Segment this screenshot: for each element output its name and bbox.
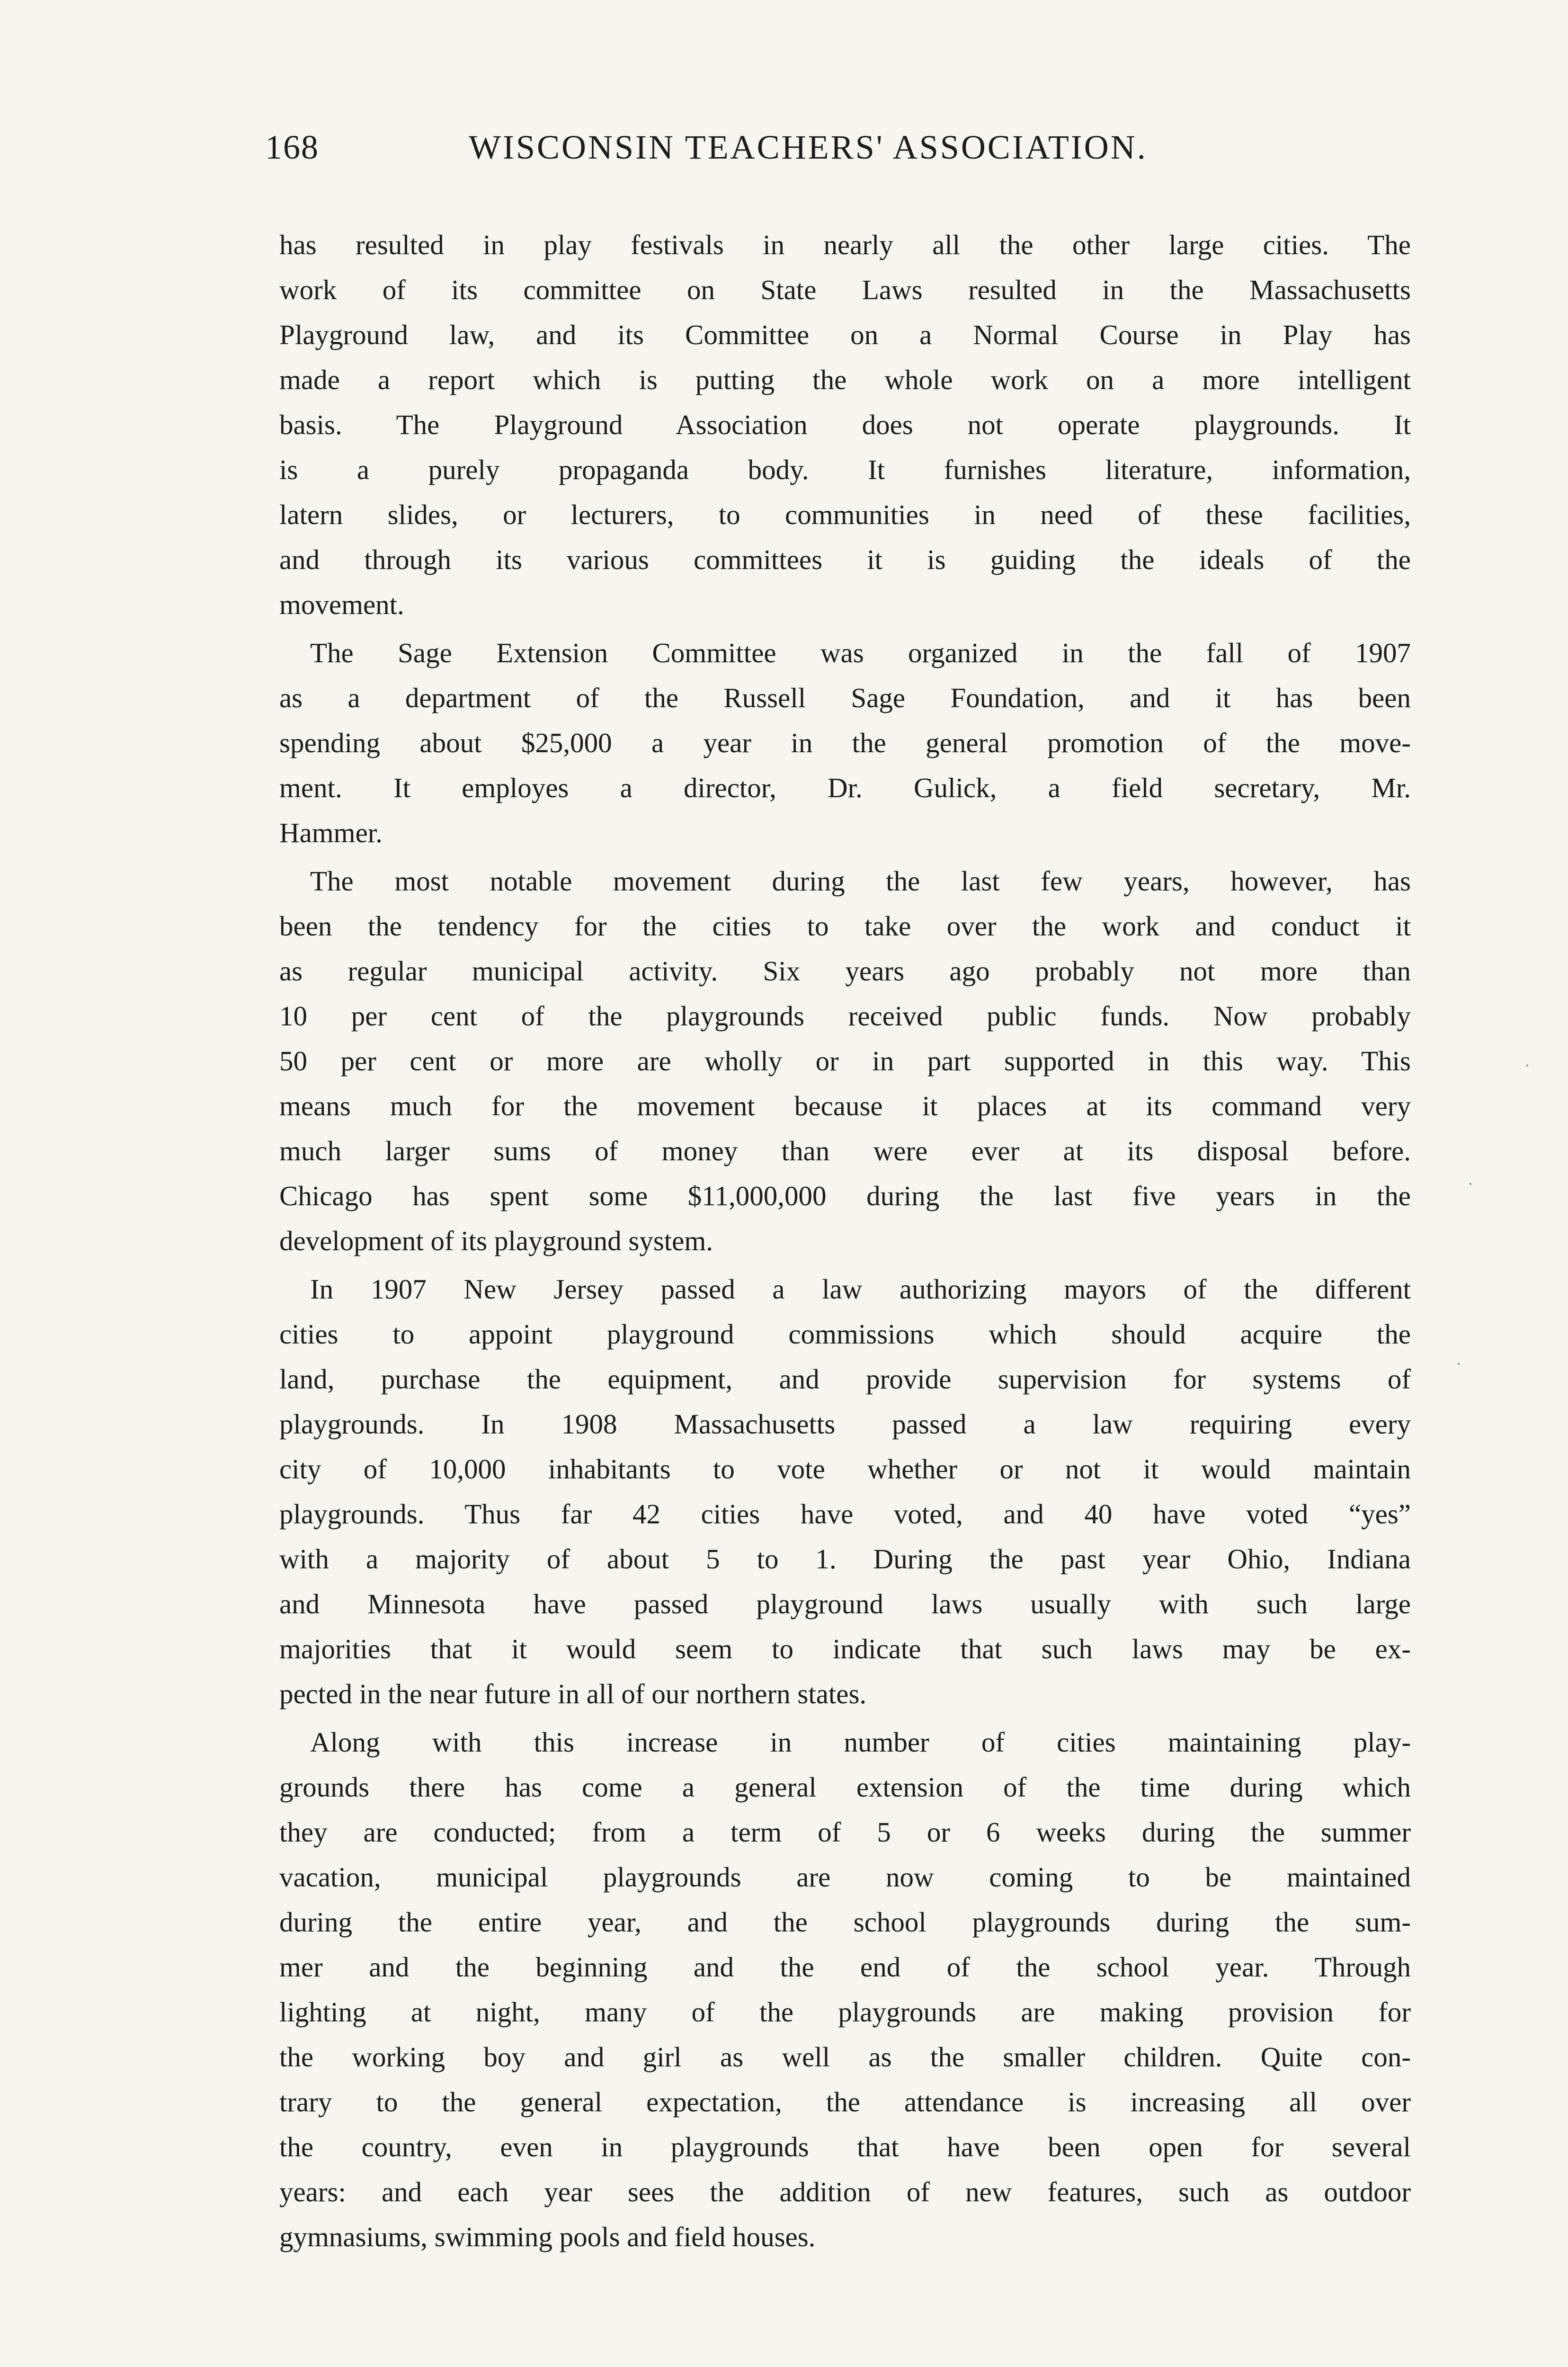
text-line: Along with this increase in number of cities maintaining play-	[310, 1726, 1411, 1758]
text-line: been the tendency for the cities to take over the work and conduct it	[279, 910, 1411, 942]
running-head	[265, 128, 1420, 180]
scan-speck: ·	[1456, 1354, 1461, 1373]
text-line: as regular municipal activity. Six years ago probably not more than	[279, 955, 1411, 987]
text-line: Playground law, and its Committee on a Normal Course in Play has	[279, 319, 1411, 350]
text-line: cities to appoint playground commissions which should acquire the	[279, 1318, 1411, 1350]
text-line: much larger sums of money than were ever at its disposal before.	[279, 1135, 1411, 1166]
text-line: with a majority of about 5 to 1. During the past year Ohio, Indiana	[279, 1543, 1411, 1575]
body-text	[279, 222, 1411, 2263]
text-line: development of its playground system.	[279, 1225, 713, 1256]
text-line: the country, even in playgrounds that have been open for several	[279, 2131, 1411, 2162]
text-line: majorities that it would seem to indicate that such laws may be ex-	[279, 1633, 1411, 1664]
running-title: WISCONSIN TEACHERS' ASSOCIATION.	[469, 128, 1148, 166]
paragraph-sage-committee	[279, 631, 1411, 855]
text-line: spending about $25,000 a year in the general promotion of the move-	[279, 727, 1411, 758]
text-line: The Sage Extension Committee was organized in the fall of 1907	[310, 637, 1411, 668]
text-line: The most notable movement during the last few years, however, has	[310, 865, 1411, 897]
text-line: playgrounds. In 1908 Massachusetts passed a law requiring every	[279, 1408, 1411, 1440]
text-line: 50 per cent or more are wholly or in part supported in this way. This	[279, 1045, 1411, 1077]
text-line: ment. It employes a director, Dr. Gulick, a field secretary, Mr.	[279, 772, 1411, 803]
text-line: and Minnesota have passed playground laws usually with such large	[279, 1588, 1411, 1620]
text-line: In 1907 New Jersey passed a law authorizing mayors of the different	[310, 1273, 1411, 1305]
text-line: lighting at night, many of the playgrounds are making provision for	[279, 1996, 1411, 2028]
text-line: playgrounds. Thus far 42 cities have voted, and 40 have voted “yes”	[279, 1498, 1411, 1530]
text-line: means much for the movement because it places at its command very	[279, 1090, 1411, 1121]
text-line: Hammer.	[279, 817, 383, 848]
text-line: years: and each year sees the addition of new features, such as outdoor	[279, 2176, 1411, 2207]
text-line: they are conducted; from a term of 5 or 6 weeks during the summer	[279, 1816, 1411, 1848]
text-line: land, purchase the equipment, and provide supervision for systems of	[279, 1363, 1411, 1395]
text-line: grounds there has come a general extension of the time during which	[279, 1771, 1411, 1803]
text-line: as a department of the Russell Sage Foundation, and it has been	[279, 682, 1411, 713]
page-number: 168	[265, 128, 319, 166]
paragraph-state-laws	[279, 1267, 1411, 1717]
paragraph-extension-of-time	[279, 1720, 1411, 2260]
paragraph-playground-association	[279, 222, 1411, 627]
text-line: trary to the general expectation, the attendance is increasing all over	[279, 2086, 1411, 2118]
text-line: during the entire year, and the school playgrounds during the sum-	[279, 1906, 1411, 1938]
text-line: and through its various committees it is guiding the ideals of the	[279, 544, 1411, 575]
text-line: has resulted in play festivals in nearly all the other large cities. The	[279, 229, 1411, 260]
paragraph-municipal-activity	[279, 859, 1411, 1264]
text-line: latern slides, or lecturers, to communities in need of these facilities,	[279, 499, 1411, 530]
text-line: 10 per cent of the playgrounds received public funds. Now probably	[279, 1000, 1411, 1032]
text-line: work of its committee on State Laws resulted in the Massachusetts	[279, 274, 1411, 305]
text-line: made a report which is putting the whole work on a more intelligent	[279, 364, 1411, 395]
text-line: pected in the near future in all of our northern states.	[279, 1678, 867, 1709]
text-line: gymnasiums, swimming pools and field houses.	[279, 2221, 816, 2252]
text-line: is a purely propaganda body. It furnishes literature, information,	[279, 454, 1411, 485]
text-line: the working boy and girl as well as the smaller children. Quite con-	[279, 2041, 1411, 2073]
text-line: basis. The Playground Association does not operate playgrounds. It	[279, 409, 1411, 440]
scan-speck: ·	[1524, 1056, 1530, 1075]
scan-speck: ·	[1468, 1175, 1473, 1193]
text-line: vacation, municipal playgrounds are now coming to be maintained	[279, 1861, 1411, 1893]
text-line: city of 10,000 inhabitants to vote whether or not it would maintain	[279, 1453, 1411, 1485]
text-line: Chicago has spent some $11,000,000 during the last five years in the	[279, 1180, 1411, 1211]
text-line: movement.	[279, 589, 404, 620]
text-line: mer and the beginning and the end of the school year. Through	[279, 1951, 1411, 1983]
